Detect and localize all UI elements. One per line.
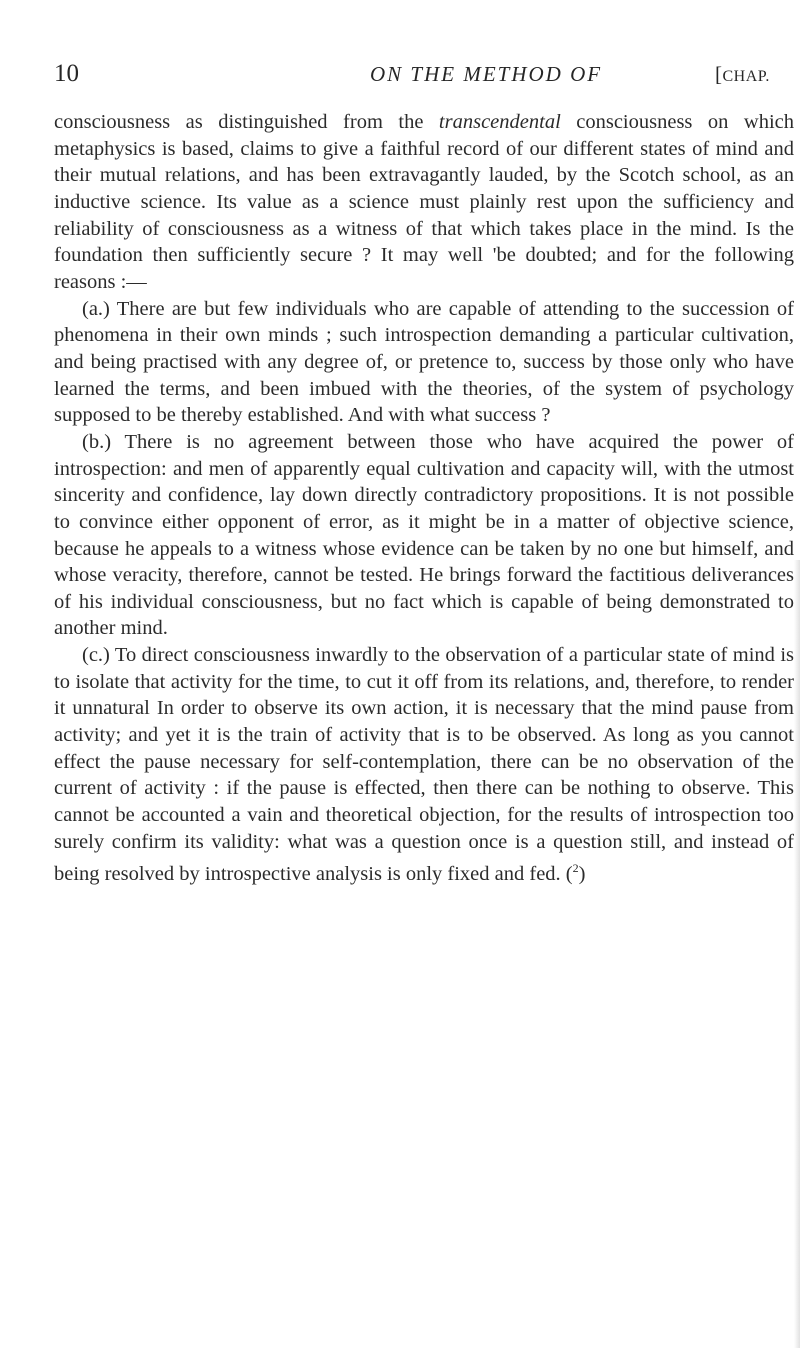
chapter-bracket: [ (715, 62, 723, 86)
page-edge-shadow (794, 560, 800, 1348)
paragraph-intro (54, 109, 794, 296)
page-number: 10 (54, 60, 79, 87)
chapter-marker (715, 58, 770, 93)
running-header (54, 58, 794, 90)
paragraph-c-label: (c.) (82, 644, 110, 667)
intro-text-end: consciousness on which metaphysics is based, claims to give a faithful record of our different states of mind and their mutual relations, and has been extravagantly lauded, by the Scotch school, as an inductive science. Its value as a science must plainly rest upon the sufficiency and reliability of consciousness as a witness of that which takes place in the mind. Is the foundation then sufficiently secure ? It may well 'be doubted; and for the following reasons :— (54, 111, 794, 293)
paragraph-a-text: There are but few individuals who are capable of attending to the succession of phenomena in their own minds ; such introspection demanding a particular cultivation, and being practised with any degree of, or pretence to, success by those only who have learned the terms, and been imbued with the theories, of the system of psychology supposed to be thereby established. And with what success ? (54, 297, 794, 427)
paragraph-b (54, 429, 794, 642)
paragraph-b-text: There is no agreement between those who have acquired the power of introspection: and men of apparently equal cultivation and capacity will, with the utmost sincerity and confidence, lay down directly contradictory propositions. It is not possible to convince either opponent of error, as it might be in a matter of objective science, because he appeals to a witness whose evidence can be taken by no one but himself, and whose veracity, therefore, cannot be tested. He brings forward the factitious deliverances of his individual consciousness, but no fact which is capable of being demonstrated to another mind. (54, 430, 794, 640)
paragraph-b-label: (b.) (82, 430, 112, 453)
footnote-close: ) (578, 863, 586, 886)
running-title: ON THE METHOD OF (370, 62, 603, 86)
intro-italic-term: transcendental (438, 111, 561, 133)
intro-text-start: consciousness as distinguished from the (54, 111, 439, 133)
paragraph-a-label: (a.) (82, 297, 110, 320)
paragraph-c (54, 642, 794, 888)
page-body (54, 109, 794, 888)
chapter-abbrev: CHAP. (722, 68, 770, 85)
paragraph-a (54, 296, 794, 429)
paragraph-c-text: To direct consciousness inwardly to the observation of a particular state of mind is to isolate that activity for the time, to cut it off from its relations, and, therefore, to render it unnatural In order to observe its own action, it is necessary that the mind pause from activity; and yet it is the train of activity that is to be observed. As long as you cannot effect the pause necessary for self-contemplation, there can be no observation of the current of activity : if the pause is effected, then there can be nothing to observe. This cannot be accounted a vain and theoretical objection, for the results of introspection too surely confirm its validity: what was a question once is a question still, and instead of being resolved by introspective analysis is only fixed and fed. ( (54, 644, 794, 886)
footnote-ref[interactable]: 2 (572, 861, 579, 876)
